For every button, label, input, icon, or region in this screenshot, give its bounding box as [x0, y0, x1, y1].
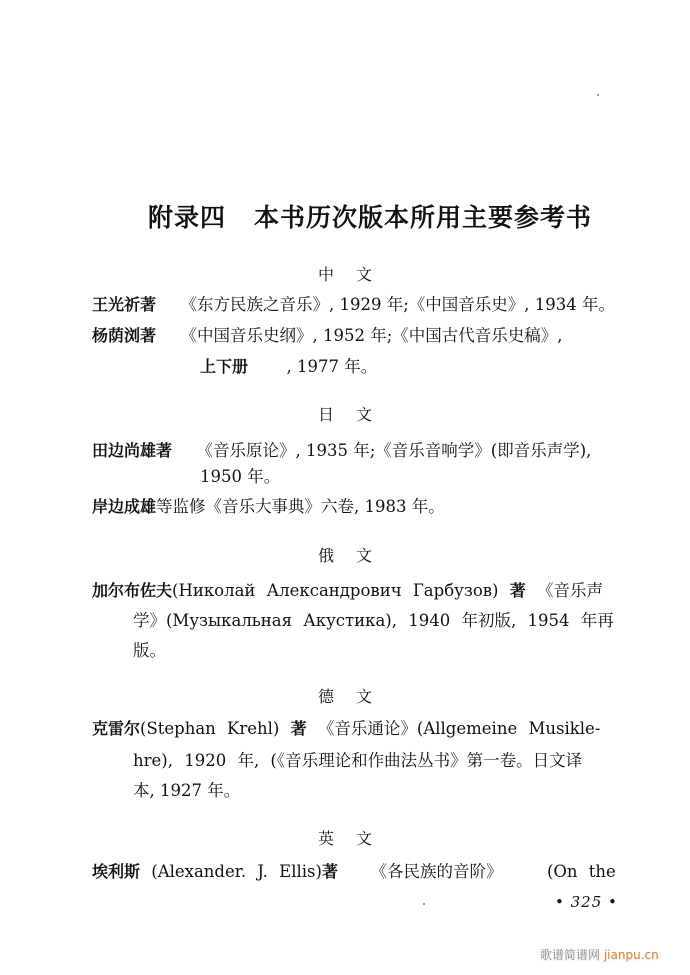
reference-text: 1950 年。 — [200, 467, 281, 486]
author-name: 埃利斯 — [92, 862, 141, 881]
scan-artifact — [597, 94, 599, 96]
authored-marker: 著 — [290, 719, 307, 738]
reference-text: 《音乐原论》, 1935 年;《音乐音响学》(即音乐声学), — [196, 441, 592, 460]
page-number: • 325 • — [555, 893, 618, 911]
reference-entry — [92, 861, 616, 883]
author-name: 加尔布佐夫 — [92, 581, 173, 600]
reference-entry — [92, 294, 615, 316]
reference-continuation — [133, 640, 166, 662]
reference-text: 《东方民族之音乐》, 1929 年;《中国音乐史》, 1934 年。 — [180, 295, 616, 314]
watermark — [540, 946, 659, 963]
section-heading-russian: 俄文 — [317, 546, 394, 565]
section-heading-english: 英文 — [317, 829, 394, 848]
author-name: 克雷尔 — [92, 719, 141, 738]
reference-continuation — [133, 780, 240, 802]
section-heading-chinese: 中文 — [317, 265, 394, 284]
reference-continuation — [200, 356, 377, 378]
author-name: 王光祈著 — [92, 295, 157, 314]
reference-text: 《音乐通论》(Allgemeine Musikle- — [317, 719, 601, 738]
authored-marker: 著 — [321, 862, 338, 881]
section-heading-japanese: 日文 — [317, 405, 394, 424]
appendix-title: 本书历次版本所用主要参考书 — [254, 203, 593, 232]
author-name: 杨荫浏著 — [92, 326, 157, 345]
reference-continuation — [200, 466, 280, 488]
watermark-domain: jianpu.cn — [603, 948, 659, 962]
reference-text: 《中国音乐史纲》, 1952 年;《中国古代音乐史稿》, — [180, 326, 563, 345]
authored-marker: 著 — [509, 581, 526, 600]
original-name: (Николай Александрович Гарбузов) — [172, 581, 499, 600]
reference-continuation — [133, 610, 614, 632]
author-name: 田边尚雄著 — [92, 441, 173, 460]
reference-text: 版。 — [133, 641, 166, 660]
reference-continuation — [133, 750, 582, 772]
reference-entry — [92, 496, 445, 518]
reference-text: 《音乐声 — [537, 581, 604, 600]
reference-text: (On the — [546, 862, 616, 881]
reference-text: 《各民族的音阶》 — [370, 862, 503, 881]
reference-text: , 1977 年。 — [286, 357, 378, 376]
page-title — [148, 198, 593, 234]
section-heading-german: 德文 — [317, 687, 394, 706]
reference-entry — [92, 440, 591, 462]
reference-entry — [92, 580, 603, 602]
reference-text: hre), 1920 年, (《音乐理论和作曲法丛书》第一卷。日文译 — [133, 751, 583, 770]
original-name: (Alexander. J. Ellis) — [151, 862, 322, 881]
reference-entry — [92, 325, 563, 347]
reference-text: 学》(Музыкальная Акустика), 1940 年初版, 1954 年再 — [133, 611, 614, 630]
watermark-site-name: 歌谱简谱网 — [540, 948, 601, 962]
reference-entry — [92, 718, 600, 740]
volume-note: 上下册 — [200, 357, 249, 376]
scan-artifact — [423, 903, 425, 905]
appendix-label: 附录四 — [148, 203, 227, 232]
reference-text: 本, 1927 年。 — [133, 781, 241, 800]
author-name: 岸边成雄 — [92, 497, 157, 516]
original-name: (Stephan Krehl) — [140, 719, 280, 738]
reference-text: 等监修《音乐大事典》六卷, 1983 年。 — [156, 497, 445, 516]
